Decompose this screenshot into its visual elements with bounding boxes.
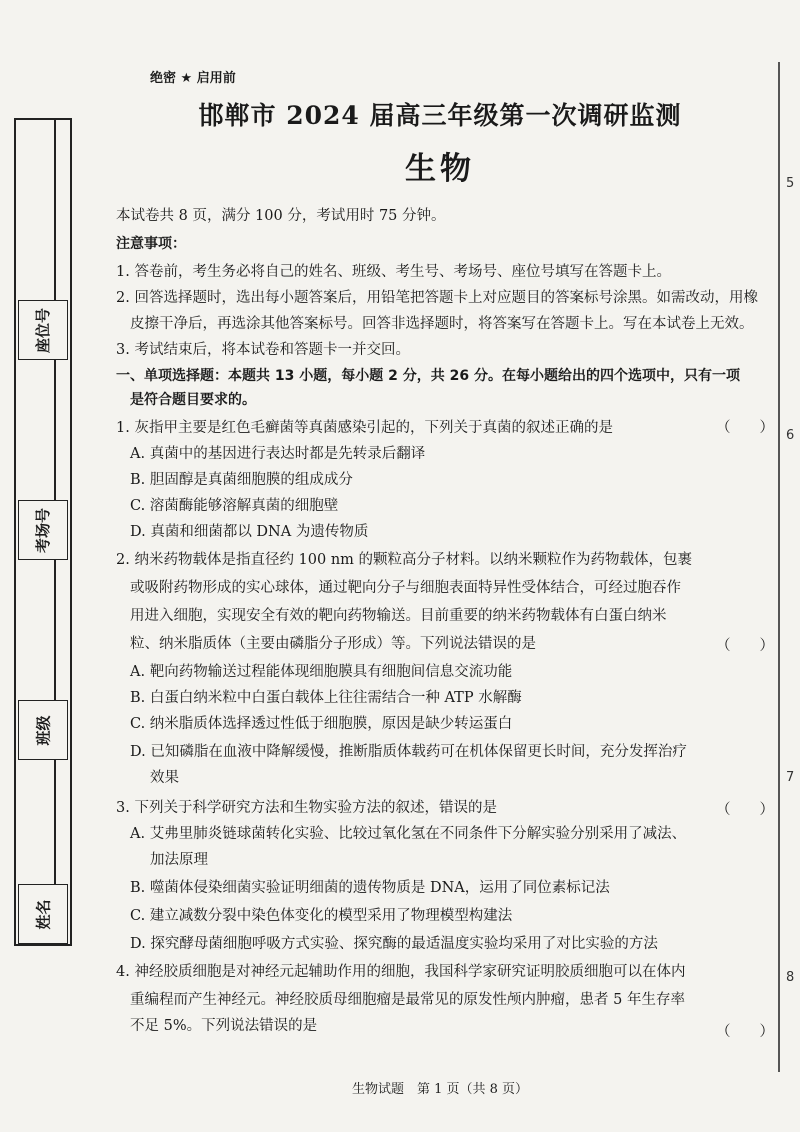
exam-room-label-box	[18, 500, 68, 560]
question-4-stem: 重编程而产生神经元。神经胶质母细胞瘤是最常见的原发性颅内肿瘤，患者 5 年生存率	[130, 992, 685, 1008]
section-heading: 一、单项选择题：本题共 13 小题，每小题 2 分，共 26 分。在每小题给出的四个选项中，只有一项	[116, 368, 740, 384]
page-edge-line	[778, 62, 780, 1072]
edge-mark: 6	[786, 428, 795, 443]
question-2-option-b: B. 白蛋白纳米粒中白蛋白载体上往往需结合一种 ATP 水解酶	[130, 690, 522, 706]
secret-label: 绝密 ★ 启用前	[150, 71, 236, 86]
name-label-box	[18, 884, 68, 944]
notice-item-2: 2. 回答选择题时，选出每小题答案后，用铅笔把答题卡上对应题目的答案标号涂黑。如需改动，用橡	[116, 290, 758, 306]
question-3-option-b: B. 噬菌体侵染细菌实验证明细菌的遗传物质是 DNA，运用了同位素标记法	[130, 880, 610, 896]
question-1-option-d: D. 真菌和细菌都以 DNA 为遗传物质	[130, 524, 369, 540]
intro-text: 本试卷共 8 页，满分 100 分，考试用时 75 分钟。	[116, 208, 446, 224]
notice-heading: 注意事项：	[116, 236, 186, 252]
question-3-option-a-cont: 加法原理	[150, 852, 208, 868]
edge-mark: 5	[786, 176, 795, 191]
class-field	[16, 560, 70, 760]
edge-mark: 8	[786, 970, 795, 985]
exam-room-label: 考场号	[34, 507, 53, 553]
question-1-option-a: A. 真菌中的基因进行表达时都是先转录后翻译	[130, 446, 426, 462]
answer-paren: （ ）	[716, 802, 774, 818]
name-label: 姓名	[34, 898, 53, 930]
question-3-option-d: D. 探究酵母菌细胞呼吸方式实验、探究酶的最适温度实验均采用了对比实验的方法	[130, 936, 658, 952]
notice-item-2-cont: 皮擦干净后，再选涂其他答案标号。回答非选择题时，将答案写在答题卡上。写在本试卷上无效。	[130, 316, 754, 332]
question-2-stem: 或吸附药物形成的实心球体，通过靶向分子与细胞表面特异性受体结合，可经过胞吞作	[130, 580, 681, 596]
answer-paren: （ ）	[716, 1024, 774, 1040]
seat-line	[54, 120, 56, 300]
exam-title: 邯郸市 2024 届高三年级第一次调研监测	[198, 101, 682, 130]
seat-number-field	[16, 120, 70, 360]
answer-paren: （ ）	[716, 420, 774, 436]
class-label: 班级	[34, 714, 53, 746]
seat-label-box	[18, 300, 68, 360]
notice-item-3: 3. 考试结束后，将本试卷和答题卡一并交回。	[116, 342, 410, 358]
class-line	[54, 560, 56, 700]
question-1-stem: 1. 灰指甲主要是红色毛癣菌等真菌感染引起的，下列关于真菌的叙述正确的是	[116, 420, 613, 436]
page-footer: 生物试题 第 1 页（共 8 页）	[351, 1082, 529, 1097]
name-field	[16, 760, 70, 944]
question-2-option-a: A. 靶向药物输送过程能体现细胞膜具有细胞间信息交流功能	[130, 664, 513, 680]
question-4-stem: 不足 5%。下列说法错误的是	[130, 1018, 318, 1034]
question-1-option-b: B. 胆固醇是真菌细胞膜的组成成分	[130, 472, 353, 488]
class-label-box	[18, 700, 68, 760]
question-2-option-d: D. 已知磷脂在血液中降解缓慢，推断脂质体载药可在机体保留更长时间，充分发挥治疗	[130, 744, 687, 760]
question-3-option-c: C. 建立减数分裂中染色体变化的模型采用了物理模型构建法	[130, 908, 513, 924]
question-2-option-c: C. 纳米脂质体选择透过性低于细胞膜，原因是缺少转运蛋白	[130, 716, 513, 732]
section-heading-cont: 是符合题目要求的。	[130, 392, 256, 408]
question-2-stem: 2. 纳米药物载体是指直径约 100 nm 的颗粒高分子材料。以纳米颗粒作为药物载体，包裹	[116, 552, 693, 568]
question-2-stem: 用进入细胞，实现安全有效的靶向药物输送。目前重要的纳米药物载体有白蛋白纳米	[130, 608, 667, 624]
notice-item-1: 1. 答卷前，考生务必将自己的姓名、班级、考生号、考场号、座位号填写在答题卡上。	[116, 264, 671, 280]
name-line	[54, 760, 56, 884]
question-2-stem: 粒、纳米脂质体（主要由磷脂分子形成）等。下列说法错误的是	[130, 636, 536, 652]
seat-label: 座位号	[34, 307, 53, 353]
question-4-stem: 4. 神经胶质细胞是对神经元起辅助作用的细胞，我国科学家研究证明胶质细胞可以在体内	[116, 964, 686, 980]
answer-paren: （ ）	[716, 638, 774, 654]
question-2-option-d-cont: 效果	[150, 770, 179, 786]
question-3-stem: 3. 下列关于科学研究方法和生物实验方法的叙述，错误的是	[116, 800, 497, 816]
binding-strip	[14, 118, 72, 946]
exam-room-line	[54, 360, 56, 500]
subject-title: 生物	[405, 151, 475, 187]
question-1-option-c: C. 溶菌酶能够溶解真菌的细胞壁	[130, 498, 339, 514]
edge-mark: 7	[786, 770, 795, 785]
question-3-option-a: A. 艾弗里肺炎链球菌转化实验、比较过氧化氢在不同条件下分解实验分别采用了减法、	[130, 826, 687, 842]
exam-room-field	[16, 360, 70, 560]
